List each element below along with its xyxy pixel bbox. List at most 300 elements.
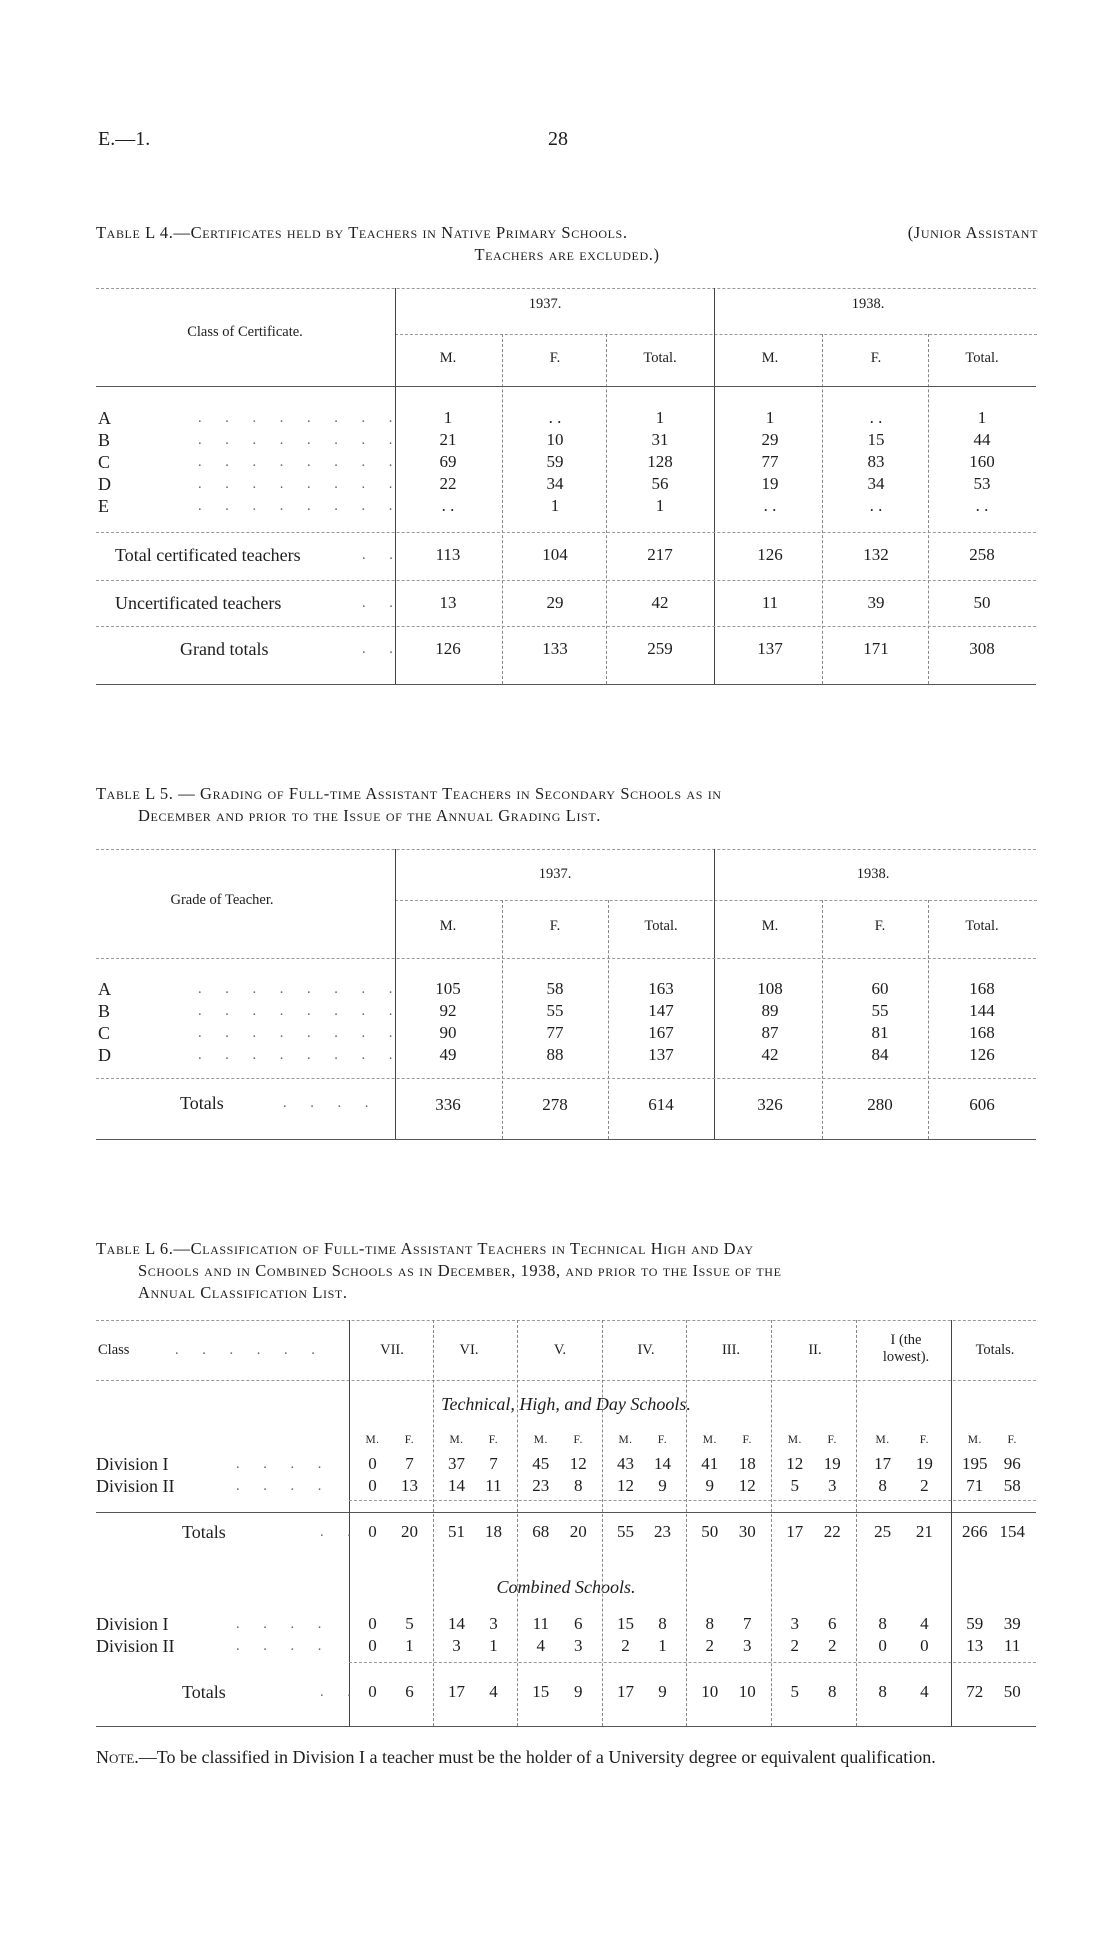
table-l5-rule — [96, 1078, 1036, 1079]
table-l6-cell: 0 — [368, 1476, 377, 1495]
table-l6-cell: 15 — [617, 1614, 635, 1633]
table-l6-col-divider — [517, 1320, 518, 1726]
table-l6-cell: 43 — [617, 1454, 635, 1473]
table-l4-cell: 22 — [439, 474, 457, 493]
table-l6-cell: 3 — [489, 1614, 498, 1633]
table-l6-class-header: II. — [808, 1342, 822, 1358]
table-l4-cell: 77 — [761, 452, 779, 471]
table-l6-leader-dots: . . . . — [236, 1478, 332, 1494]
table-l6-cell: 9 — [573, 1682, 583, 1701]
table-l4-leader-dots: . . . . . . . . — [198, 410, 403, 426]
table-l5-cell: 55 — [546, 1001, 564, 1020]
table-l4-cell: 29 — [546, 593, 564, 612]
table-l6-section1-title: Technical, High, and Day Schools. — [441, 1394, 691, 1414]
table-l5-top-rule — [96, 849, 1036, 850]
table-l5-cell: 90 — [439, 1023, 457, 1042]
table-l6-mf-header: M. — [787, 1434, 802, 1446]
table-l6-cell: 8 — [878, 1682, 887, 1701]
table-l5-col-header: Total. — [965, 918, 999, 934]
table-l4-col-header: Total. — [965, 350, 999, 366]
table-l6-cell: 195 — [962, 1454, 988, 1473]
table-l6-cell: 6 — [827, 1614, 837, 1633]
table-l4-leader-dots: . . . . . . . . — [198, 432, 403, 448]
table-l6-cell: 14 — [653, 1454, 671, 1473]
table-l4-cell: 126 — [757, 545, 783, 564]
table-l5-col-divider — [822, 900, 823, 1139]
table-l5-leader-dots: . . . . . . . . — [198, 1047, 403, 1063]
table-l6-cell: 4 — [489, 1682, 498, 1701]
table-l6-cell: 55 — [617, 1522, 635, 1541]
table-l6-section2-title: Combined Schools. — [496, 1577, 636, 1597]
table-l5-leader-dots: . . . . . . . . — [198, 1025, 403, 1041]
table-l4-cell: 34 — [867, 474, 885, 493]
table-l5-cell: 336 — [435, 1095, 461, 1114]
table-l5-bottom-rule — [96, 1139, 1036, 1140]
table-l5-row-label: C — [98, 1023, 111, 1043]
table-l6-cell: 15 — [532, 1682, 550, 1701]
table-l6-cell: 23 — [653, 1522, 671, 1541]
table-l4-cell: 53 — [973, 474, 991, 493]
table-l6-cell: 266 — [962, 1522, 988, 1541]
table-l6-col-divider — [771, 1320, 772, 1726]
table-l6-cell: 25 — [874, 1522, 892, 1541]
table-l4-cell: 44 — [973, 430, 991, 449]
table-l6-class-header: III. — [721, 1342, 741, 1358]
table-l6-class-header: Totals. — [975, 1342, 1015, 1358]
table-l4-leader-dots: . . — [362, 595, 403, 611]
footnote-text: —To be classified in Division I a teacher must be the holder of a University degree or equivalent qualification. — [138, 1747, 936, 1767]
table-l4-head-rule — [96, 386, 1036, 387]
table-l4-cell: 128 — [647, 452, 673, 471]
table-l5-col-header: M. — [439, 918, 457, 934]
table-l6-cell: 8 — [878, 1476, 887, 1495]
table-l6-cell: 51 — [448, 1522, 466, 1541]
table-l6-cell: 0 — [878, 1636, 887, 1655]
table-l6-leader-dots: . . — [320, 1524, 361, 1540]
table-l6-cell: 2 — [827, 1636, 837, 1655]
table-l6-cell: 4 — [920, 1682, 929, 1701]
table-l6-class-dots: . . . . . . — [175, 1342, 325, 1358]
table-l6-leader-dots: . . . . — [236, 1456, 332, 1472]
table-l6-col-divider — [856, 1320, 857, 1726]
table-l6-mf-header: M. — [365, 1434, 380, 1446]
table-l4-year-1938: 1938. — [851, 296, 885, 312]
table-l5-leader-dots: . . . . . . . . — [198, 1003, 403, 1019]
table-l6-cell: 0 — [368, 1636, 377, 1655]
table-l6-class-header: IV. — [637, 1342, 655, 1358]
table-l5-cell: 167 — [648, 1023, 674, 1042]
table-l4-summary-label: Total certificated teachers — [115, 545, 301, 565]
table-l6-cell: 0 — [368, 1682, 377, 1701]
table-l4-cell: 132 — [863, 545, 889, 564]
table-l6-cell: 6 — [405, 1682, 414, 1701]
table-l6-mf-header: F. — [1007, 1434, 1017, 1446]
table-l5-cell: 168 — [969, 979, 995, 998]
table-l4-col-header: M. — [761, 350, 779, 366]
table-l5-cell: 147 — [648, 1001, 674, 1020]
table-l5-cell: 88 — [546, 1045, 564, 1064]
table-l6-row-label: Division II — [96, 1636, 175, 1656]
table-l5-totals-label: Totals — [180, 1093, 224, 1113]
table-l4-cell: 42 — [651, 593, 669, 612]
table-l6-cell: 10 — [701, 1682, 719, 1701]
table-l6-cell: 1 — [489, 1636, 498, 1655]
table-l4-cell: 56 — [651, 474, 669, 493]
table-l4-cell: 1 — [443, 408, 453, 427]
table-l4-col-header: F. — [870, 350, 882, 366]
table-l5-col-divider — [502, 900, 503, 1139]
table-l5-cell: 49 — [439, 1045, 457, 1064]
table-l6-mf-header: F. — [742, 1434, 752, 1446]
table-l6-cell: 6 — [573, 1614, 583, 1633]
table-l6-mf-header: M. — [533, 1434, 548, 1446]
table-l5-row-label: D — [98, 1045, 111, 1065]
table-l4-col-header: Total. — [643, 350, 677, 366]
table-l5-cell: 55 — [871, 1001, 889, 1020]
table-l6-cell: 20 — [400, 1522, 418, 1541]
table-l6-cell: 2 — [705, 1636, 715, 1655]
table-l6-cell: 12 — [617, 1476, 635, 1495]
table-l4-rule — [96, 532, 1036, 533]
table-l4-caption-line1a: Table L 4.—Certificates held by Teachers in Native Primary Schools. — [96, 223, 628, 242]
table-l5-col-divider — [608, 900, 609, 1139]
table-l6-cell: 14 — [448, 1476, 466, 1495]
table-l6-cell: 13 — [400, 1476, 418, 1495]
table-l6-cell: 23 — [532, 1476, 550, 1495]
table-l4-cell: 83 — [867, 452, 885, 471]
table-l6-cell: 50 — [1003, 1682, 1021, 1701]
table-l4-cell: 259 — [647, 639, 673, 658]
table-l5-year-divider — [714, 849, 715, 1139]
table-l6-cell: 58 — [1003, 1476, 1021, 1495]
table-l6-cell: 8 — [658, 1614, 667, 1633]
table-l6-cell: 3 — [452, 1636, 461, 1655]
table-l6-cell: 4 — [920, 1614, 929, 1633]
table-l5-col-header: Total. — [644, 918, 678, 934]
table-l5-cell: 137 — [648, 1045, 674, 1064]
table-l5-row-label: A — [98, 979, 111, 999]
table-l4-row-label: D — [98, 474, 111, 494]
table-l4-cell: 34 — [546, 474, 564, 493]
table-l4-cell: 69 — [439, 452, 457, 471]
table-l5-cell: 60 — [871, 979, 889, 998]
table-l4-cell: 15 — [867, 430, 885, 449]
table-l6-col-divider — [686, 1320, 687, 1726]
table-l6-cell: 50 — [701, 1522, 719, 1541]
table-l6-cell: 1 — [658, 1636, 667, 1655]
table-l4-cell: 1 — [655, 496, 665, 515]
table-l6-mf-header: F. — [573, 1434, 583, 1446]
table-l4-cell: 21 — [439, 430, 457, 449]
table-l6-cell: 45 — [532, 1454, 550, 1473]
table-l4-cell: 113 — [435, 545, 461, 564]
table-l4-cell: 126 — [435, 639, 461, 658]
table-l6-cell: 19 — [823, 1454, 841, 1473]
table-l6-cell: 17 — [786, 1522, 804, 1541]
table-l6-cell: 96 — [1003, 1454, 1021, 1473]
table-l4-cell: 11 — [761, 593, 779, 612]
table-l5-cell: 614 — [648, 1095, 674, 1114]
table-l6-col-divider — [951, 1320, 952, 1726]
table-l4-cell: 13 — [439, 593, 457, 612]
table-l6-top-rule — [96, 1320, 1036, 1321]
table-l6-cell: 13 — [966, 1636, 984, 1655]
table-l4-cell: . . — [975, 496, 989, 515]
table-l5-caption-line1: Table L 5. — Grading of Full-time Assistant Teachers in Secondary Schools as in — [96, 784, 722, 803]
table-l4-cell: 19 — [761, 474, 779, 493]
table-l4-cell: 1 — [655, 408, 665, 427]
table-l6-totals-label: Totals — [182, 1522, 226, 1542]
table-l4-cell: 104 — [542, 545, 568, 564]
table-l6-cell: 3 — [742, 1636, 752, 1655]
table-l5-col-divider — [928, 900, 929, 1139]
table-l5-col-header: F. — [549, 918, 561, 934]
table-l6-mf-header: M. — [449, 1434, 464, 1446]
table-l4-stub-header: Class of Certificate. — [187, 324, 303, 340]
table-l6-cell: 4 — [536, 1636, 546, 1655]
table-l6-cell: 8 — [827, 1682, 837, 1701]
page-number: 28 — [548, 128, 568, 150]
table-l6-cell: 154 — [999, 1522, 1025, 1541]
table-l6-caption-line1: Table L 6.—Classification of Full-time Assistant Teachers in Technical High and Day — [96, 1239, 754, 1258]
table-l4-cell: 39 — [867, 593, 885, 612]
table-l6-cell: 8 — [878, 1614, 887, 1633]
table-l6-caption-line2: Schools and in Combined Schools as in December, 1938, and prior to the Issue of the — [138, 1261, 782, 1280]
table-l4-row-label: C — [98, 452, 111, 472]
table-l5-col-header: F. — [874, 918, 886, 934]
table-l6-bottom-rule — [96, 1726, 1036, 1727]
table-l4-caption-line2: Teachers are excluded.) — [474, 245, 660, 264]
table-l6-cell: 3 — [790, 1614, 800, 1633]
table-l6-cell: 22 — [823, 1522, 841, 1541]
table-l6-cell: 3 — [827, 1476, 837, 1495]
table-l6-totals-rule — [349, 1662, 1036, 1663]
table-l6-cell: 72 — [966, 1682, 984, 1701]
table-l6-cell: 11 — [1004, 1636, 1021, 1655]
table-l6-row-label: Division I — [96, 1614, 169, 1634]
table-l6-cell: 11 — [485, 1476, 502, 1495]
table-l6-cell: 20 — [569, 1522, 587, 1541]
table-l6-cell: 5 — [405, 1614, 414, 1633]
table-l4-cell: 1 — [977, 408, 987, 427]
page-reference: E.—1. — [98, 128, 151, 150]
table-l6-totals-label: Totals — [182, 1682, 226, 1702]
table-l5-caption — [96, 783, 1038, 827]
table-l6-cell: 0 — [368, 1454, 377, 1473]
table-l6-mf-header: M. — [702, 1434, 717, 1446]
table-l5-cell: 89 — [761, 1001, 779, 1020]
table-l6-cell: 2 — [790, 1636, 800, 1655]
table-l6-cell: 17 — [874, 1454, 892, 1473]
table-l4-cell: 160 — [969, 452, 995, 471]
table-l5-cell: 105 — [435, 979, 461, 998]
table-l6-head-rule — [96, 1380, 1036, 1381]
table-l6-cell: 12 — [738, 1476, 756, 1495]
table-l6-mf-header: F. — [488, 1434, 499, 1446]
table-l5-caption-line2: December and prior to the Issue of the Annual Grading List. — [138, 806, 601, 825]
table-l6-col-divider — [433, 1320, 434, 1726]
table-l4-cell: 133 — [542, 639, 568, 658]
table-l6-cell: 41 — [701, 1454, 719, 1473]
table-l5-col-header: M. — [761, 918, 779, 934]
table-l4-leader-dots: . . — [362, 641, 403, 657]
table-l5-cell: 606 — [969, 1095, 995, 1114]
table-l6-cell: 14 — [448, 1614, 466, 1633]
table-l6-cell: 0 — [368, 1614, 377, 1633]
table-l5-head-rule — [96, 958, 1036, 959]
table-l4-leader-dots: . . . . . . . . — [198, 476, 403, 492]
table-l5-leader-dots: . . . . . . . . — [198, 981, 403, 997]
table-l4-cell: 10 — [546, 430, 564, 449]
table-l6-row-label: Division II — [96, 1476, 175, 1496]
table-l4-year-1937: 1937. — [528, 296, 562, 312]
table-l6-cell: 7 — [742, 1614, 752, 1633]
table-l6-class-header: I (the lowest). — [882, 1332, 930, 1365]
table-l6-row-label: Division I — [96, 1454, 169, 1474]
table-l4-row-label: B — [98, 430, 111, 450]
table-l6-cell: 9 — [705, 1476, 715, 1495]
table-l5-cell: 126 — [969, 1045, 995, 1064]
table-l6-cell: 12 — [786, 1454, 804, 1473]
table-l6-cell: 5 — [790, 1682, 800, 1701]
table-l5-row-label: B — [98, 1001, 111, 1021]
table-l5-cell: 81 — [871, 1023, 889, 1042]
table-l6-caption — [96, 1238, 1038, 1304]
table-l6-mf-header: M. — [618, 1434, 633, 1446]
table-l4-top-rule — [96, 288, 1036, 289]
table-l4-cell: 137 — [757, 639, 783, 658]
table-l4-cell: 50 — [973, 593, 991, 612]
table-l5-cell: 92 — [439, 1001, 457, 1020]
table-l4-row-label: A — [98, 408, 111, 428]
table-l6-cell: 68 — [532, 1522, 550, 1541]
table-l6-cell: 39 — [1003, 1614, 1021, 1633]
table-l6-cell: 9 — [658, 1682, 667, 1701]
table-l6-col-divider — [602, 1320, 603, 1726]
table-l6-mf-header: M. — [875, 1434, 890, 1446]
table-l5-cell: 58 — [546, 979, 564, 998]
table-l5-cell: 280 — [867, 1095, 893, 1114]
table-l4-cell: 171 — [863, 639, 889, 658]
table-l6-cell: 7 — [405, 1454, 414, 1473]
table-l5-cell: 163 — [648, 979, 674, 998]
table-l5-year-rule — [395, 900, 1037, 901]
table-l6-cell: 3 — [573, 1636, 583, 1655]
table-l6-class-header: VI. — [459, 1342, 479, 1358]
table-l6-cell: 8 — [573, 1476, 583, 1495]
table-l4-cell: . . — [441, 496, 455, 515]
table-l5-cell: 42 — [761, 1045, 779, 1064]
table-l6-cell: 0 — [920, 1636, 929, 1655]
table-l6-mf-header: F. — [827, 1434, 837, 1446]
footnote-lead: Note. — [96, 1747, 139, 1767]
table-l4-cell: . . — [869, 496, 883, 515]
table-l6-leader-dots: . . — [320, 1684, 361, 1700]
table-l6-leader-dots: . . . . — [236, 1638, 332, 1654]
table-l6-cell: 7 — [489, 1454, 498, 1473]
table-l4-cell: 29 — [761, 430, 779, 449]
table-l5-cell: 77 — [546, 1023, 564, 1042]
table-l4-cell: 258 — [969, 545, 995, 564]
table-l6-cell: 8 — [705, 1614, 715, 1633]
table-l6-cell: 12 — [569, 1454, 587, 1473]
table-l5-cell: 108 — [757, 979, 783, 998]
table-l4-cell: 217 — [647, 545, 673, 564]
table-l5-year-1938: 1938. — [856, 866, 890, 882]
table-l6-leader-dots: . . . . — [236, 1616, 332, 1632]
table-l6-totals-rule — [349, 1500, 1036, 1501]
table-l5-year-1937: 1937. — [538, 866, 572, 882]
table-l6-cell: 59 — [966, 1614, 984, 1633]
table-l6-cell: 30 — [738, 1522, 756, 1541]
table-l6-cell: 17 — [448, 1682, 466, 1701]
table-l6-cell: 21 — [915, 1522, 933, 1541]
table-l6-mf-header: F. — [657, 1434, 668, 1446]
table-l6-mf-header: M. — [967, 1434, 982, 1446]
table-l4-cell: . . — [763, 496, 777, 515]
table-l6-class-header: V. — [553, 1342, 567, 1358]
table-l4-cell: 1 — [550, 496, 560, 515]
table-l6-section1-rule — [96, 1512, 1036, 1513]
table-l6-cell: 19 — [915, 1454, 933, 1473]
table-l6-cell: 17 — [617, 1682, 635, 1701]
table-l4-rule — [96, 626, 1036, 627]
table-l4-year-divider — [714, 288, 715, 684]
table-l6-mf-header: F. — [919, 1434, 930, 1446]
table-l4-caption — [96, 222, 1038, 266]
table-l6-col-divider — [349, 1320, 350, 1726]
table-l4-bottom-rule — [96, 684, 1036, 685]
footnote — [96, 1746, 1036, 1768]
table-l4-cell: 308 — [969, 639, 995, 658]
table-l6-caption-line3: Annual Classification List. — [138, 1283, 348, 1302]
table-l5-leader-dots: . . . . — [283, 1095, 379, 1111]
table-l6-cell: 5 — [790, 1476, 800, 1495]
table-l5-cell: 87 — [761, 1023, 779, 1042]
table-l6-cell: 10 — [738, 1682, 756, 1701]
table-l5-cell: 168 — [969, 1023, 995, 1042]
table-l6-mf-header: F. — [404, 1434, 415, 1446]
table-l6-cell: 0 — [368, 1522, 377, 1541]
table-l5-stub-header: Grade of Teacher. — [170, 892, 274, 908]
table-l6-class-header: VII. — [380, 1342, 404, 1358]
table-l4-rule — [96, 580, 1036, 581]
table-l4-leader-dots: . . — [362, 547, 403, 563]
table-l5-cell: 278 — [542, 1095, 568, 1114]
table-l6-cell: 1 — [405, 1636, 414, 1655]
table-l4-summary-label: Uncertificated teachers — [115, 593, 282, 613]
table-l5-cell: 144 — [969, 1001, 995, 1020]
table-l5-cell: 326 — [757, 1095, 783, 1114]
table-l6-cell: 18 — [738, 1454, 756, 1473]
table-l4-cell: . . — [869, 408, 883, 427]
table-l4-year-rule — [395, 334, 1037, 335]
table-l6-cell: 2 — [920, 1476, 929, 1495]
table-l4-row-label: E — [98, 496, 109, 516]
table-l6-cell: 37 — [448, 1454, 466, 1473]
table-l4-cell: 59 — [546, 452, 564, 471]
table-l4-cell: 1 — [765, 408, 775, 427]
table-l6-cell: 71 — [966, 1476, 984, 1495]
table-l4-leader-dots: . . . . . . . . — [198, 454, 403, 470]
table-l6-class-label: Class — [98, 1342, 130, 1358]
table-l4-summary-label: Grand totals — [180, 639, 269, 659]
table-l5-cell: 84 — [871, 1045, 889, 1064]
table-l6-cell: 2 — [621, 1636, 630, 1655]
table-l6-cell: 9 — [658, 1476, 667, 1495]
table-l4-caption-line1b: (Junior Assistant — [907, 223, 1038, 242]
table-l6-cell: 18 — [484, 1522, 502, 1541]
